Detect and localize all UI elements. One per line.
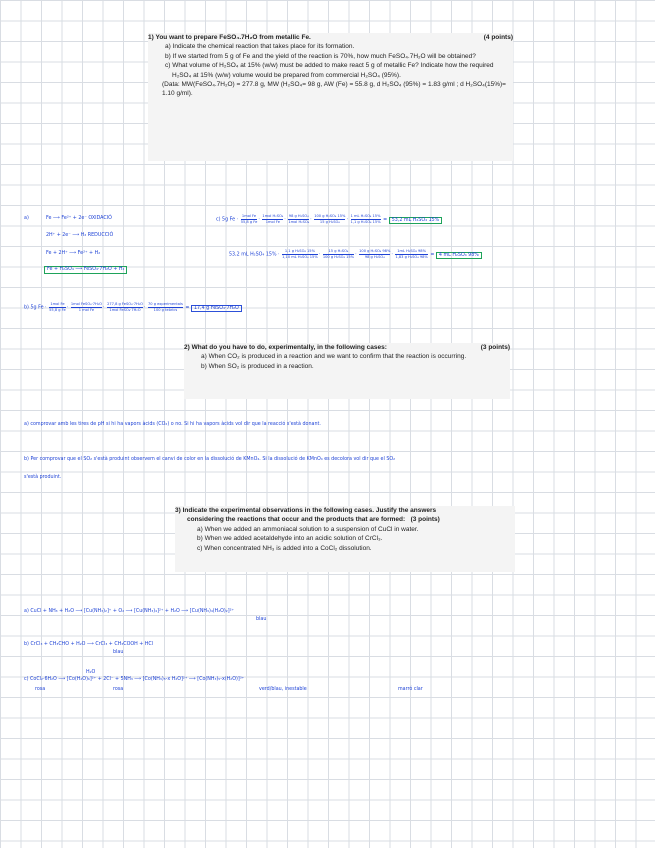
answer-1a-label: a) xyxy=(24,216,29,221)
question-2-points: (3 points) xyxy=(480,344,510,351)
answer-1c-row-1-factor-3: $\frac{\text{98 g H₂SO₄}}{\text{1mol H₂SO₄}}$ xyxy=(288,214,310,224)
answer-1b-label: b) xyxy=(24,305,29,311)
question-3a: a) When we added an ammoniacal solution to a suspension of CuCl in water. xyxy=(197,525,419,533)
answer-1b: b) 5g Fe · $\frac{\text{1mol Fe}}{\text{55,8 g Fe}}$ · $\frac{\text{1mol FeSO₄·7H₂O}}{\text{1 mol Fe}}$ · $\frac{\text{277,8 g FeSO₄·7H₂O}}{\text{1mol FeSO₄·7H₂O}}$ · $\frac{\text{70 g experimentals}}{\text{100 g teòrics}}$ = 17,4 g FeSO₄·7H₂O xyxy=(24,302,242,312)
answer-1c-row-1-result: 53,2 mL H₂SO₄ 15% xyxy=(389,217,443,224)
question-2-title-row xyxy=(184,343,510,352)
question-2a: a) When CO₂ is produced in a reaction and we want to confirm that the reaction is occurring. xyxy=(201,353,467,361)
answer-3b: b) CrCl₃ + CH₃CHO + H₂O ⟶ CrCl₃ + CH₃COOH + HCl xyxy=(24,642,154,647)
question-1c: c) What volume of H₂SO₄ at 15% (w/w) must be added to make react 5 g of metallic Fe? Indicate how the required H₂SO₄ at 15% (w/w) volume would be prepared from commercial H₂SO₄ (95%). xyxy=(165,62,494,79)
answer-1b-factor-3: $\frac{\text{277,8 g FeSO₄·7H₂O}}{\text{1mol FeSO₄·7H₂O}}$ xyxy=(107,302,143,312)
answer-1c-label: c) xyxy=(216,217,221,223)
answer-1c-row-1-factor-5: $\frac{\text{1 mL H₂SO₄ 15\%}}{\text{1,1 g H₂SO₄ 15\%}}$ xyxy=(350,214,381,224)
answer-3a-note: blau xyxy=(256,617,267,622)
question-1a: a) Indicate the chemical reaction that takes place for its formation. xyxy=(165,43,355,51)
question-2b: b) When SO₂ is produced in a reaction. xyxy=(201,362,314,370)
answer-1b-factor-2: $\frac{\text{1mol FeSO₄·7H₂O}}{\text{1 mol Fe}}$ xyxy=(70,302,102,312)
question-3c: c) When concentrated NH₃ is added into a CoCl₂ dissolution. xyxy=(197,544,372,552)
question-1-data: (Data: MW(FeSO₄.7H₂O) = 277.8 g, MW (H₂SO₄= 98 g, AW (Fe) = 55.8 g, d H₂SO₄ (95%) = 1.83 g/ml ; d H₂SO₄(15%)= 1.10 g/ml). xyxy=(162,81,506,98)
answer-3c-h2o: H₂O xyxy=(86,670,96,675)
answer-3c-note-3: verd/blau, inestable xyxy=(259,687,307,692)
question-1-title-row xyxy=(148,33,513,42)
question-1-title: 1) You want to prepare FeSO₄.7H₂O from metallic Fe. xyxy=(148,34,311,41)
answer-2b-line-2: s'està produint. xyxy=(24,475,62,480)
question-1b: b) If we started from 5 g of Fe and the yield of the reaction is 70%, how much FeSO₄.7H₂O will be obtained? xyxy=(165,52,476,60)
question-3-title-2: considering the reactions that occur and the products that are formed: (3 points) xyxy=(187,516,440,524)
answer-1b-result: 17,4 g FeSO₄·7H₂O xyxy=(191,305,242,312)
answer-1c-row-2: 53,2 mL H₂SO₄ 15% · $\frac{\text{1,1 g H₂SO₄ 15\%}}{\text{1,10 mL H₂SO₄ 15\%}}$ · $\frac{\text{15 g H₂SO₄}}{\text{100 g H₂SO₄ 15\%}}$ · $\frac{\text{100 g H₂SO₄ 98\%}}{\text{98 g H₂SO₄}}$ · $\frac{\text{1mL H₂SO₄ 98\%}}{\text{1,83 g H₂SO₄ 98\%}}$ = 4 mL H₂SO₄ 98% xyxy=(229,249,482,259)
answer-1a-line-1: Fe ⟶ Fe²⁺ + 2e⁻ OXIDACIÓ xyxy=(46,216,112,221)
question-3b: b) When we added acetaldehyde into an acidic solution of CrCl₃. xyxy=(197,535,383,543)
answer-1c-row-1-start: 5g Fe · xyxy=(222,217,239,223)
answer-1c-row-2-factor-1: $\frac{\text{1,1 g H₂SO₄ 15\%}}{\text{1,10 mL H₂SO₄ 15\%}}$ xyxy=(282,249,318,259)
answer-1c-row-2-result: 4 mL H₂SO₄ 98% xyxy=(436,252,482,259)
question-1-points: (4 points) xyxy=(483,34,513,41)
answer-1b-factor-4: $\frac{\text{70 g experimentals}}{\text{100 g teòrics}}$ xyxy=(148,302,183,312)
answer-1c-row-1: c) 5g Fe · $\frac{\text{1mol Fe}}{\text{55,8 g Fe}}$ · $\frac{\text{1mol H₂SO₄}}{\text{1mol Fe}}$ · $\frac{\text{98 g H₂SO₄}}{\text{1mol H₂SO₄}}$ · $\frac{\text{100 g H₂SO₄ 15\%}}{\text{15 g H₂SO₄}}$ · $\frac{\text{1 mL H₂SO₄ 15\%}}{\text{1,1 g H₂SO₄ 15\%}}$ = 53,2 mL H₂SO₄ 15% xyxy=(216,214,442,224)
answer-1b-factor-1: $\frac{\text{1mol Fe}}{\text{55,8 g Fe}}$ xyxy=(49,302,66,312)
answer-1c-row-2-start: 53,2 mL H₂SO₄ 15% · xyxy=(229,252,280,258)
answer-2b-line-1: b) Per comprovar que el SO₂ s'està produint observem el canvi de color en la dissolució de KMnO₄. Si la dissolució de KMnO₄ es decolora vol dir que el SO₂ xyxy=(24,457,396,462)
answer-1c-row-2-factor-2: $\frac{\text{15 g H₂SO₄}}{\text{100 g H₂SO₄ 15\%}}$ xyxy=(322,249,355,259)
answer-1c-row-1-factor-1: $\frac{\text{1mol Fe}}{\text{55,8 g Fe}}$ xyxy=(240,214,258,224)
answer-1c-row-2-factor-4: $\frac{\text{1mL H₂SO₄ 98\%}}{\text{1,83 g H₂SO₄ 98\%}}$ xyxy=(395,249,428,259)
question-2-block xyxy=(184,343,510,399)
question-3-points: (3 points) xyxy=(410,516,440,524)
answer-3c-note-2: rosa xyxy=(113,687,124,692)
answer-1c-row-2-factor-3: $\frac{\text{100 g H₂SO₄ 98\%}}{\text{98 g H₂SO₄}}$ xyxy=(359,249,391,259)
answer-1c-row-1-factor-2: $\frac{\text{1mol H₂SO₄}}{\text{1mol Fe}}$ xyxy=(262,214,284,224)
answer-2a: a) comprovar amb les tires de pH si hi ha vapors àcids (CO₂) o no. Si hi ha vapors àcids vol dir que la reacció s'està donant. xyxy=(24,422,321,427)
question-3-title-1: 3) Indicate the experimental observations in the following cases. Justify the answers xyxy=(175,507,437,514)
question-1-block xyxy=(148,33,513,161)
answer-1a-line-3: Fe + 2H⁺ ⟶ Fe²⁺ + H₂ xyxy=(46,251,101,256)
answer-3b-note: blau xyxy=(113,650,124,655)
answer-3c-note-1: rosa xyxy=(35,687,46,692)
answer-1b-start: 5g Fe · xyxy=(30,305,47,311)
answer-1a-line-4: Fe + H₂SO₄ ⟶ FeSO₄·7H₂O + H₂ xyxy=(44,266,127,274)
answer-1c-row-1-factor-4: $\frac{\text{100 g H₂SO₄ 15\%}}{\text{15 g H₂SO₄}}$ xyxy=(314,214,346,224)
question-3-block xyxy=(175,506,515,572)
answer-3c: c) CoCl₂·6H₂O ⟶ [Co(H₂O)₆]²⁺ + 2Cl⁻ + 5NH₃ ⟶ [Co(NH₃)₅-x H₂O]²⁺ ⟶ [Co(NH₃)₅-x(H₂O)]³⁺ xyxy=(24,677,245,682)
answer-3a: a) CuCl + NH₃ + H₂O ⟶ [Cu(NH₃)₂]⁺ + O₂ ⟶ [Cu(NH₃)₄]²⁺ + H₂O ⟶ [Cu(NH₃)₄(H₂O)₂]²⁺ xyxy=(24,609,235,614)
answer-3c-note-4: marró clar xyxy=(398,687,423,692)
question-2-title: 2) What do you have to do, experimentally, in the following cases: xyxy=(184,344,387,351)
answer-1a-line-2: 2H⁺ + 2e⁻ ⟶ H₂ REDUCCIÓ xyxy=(46,233,114,238)
